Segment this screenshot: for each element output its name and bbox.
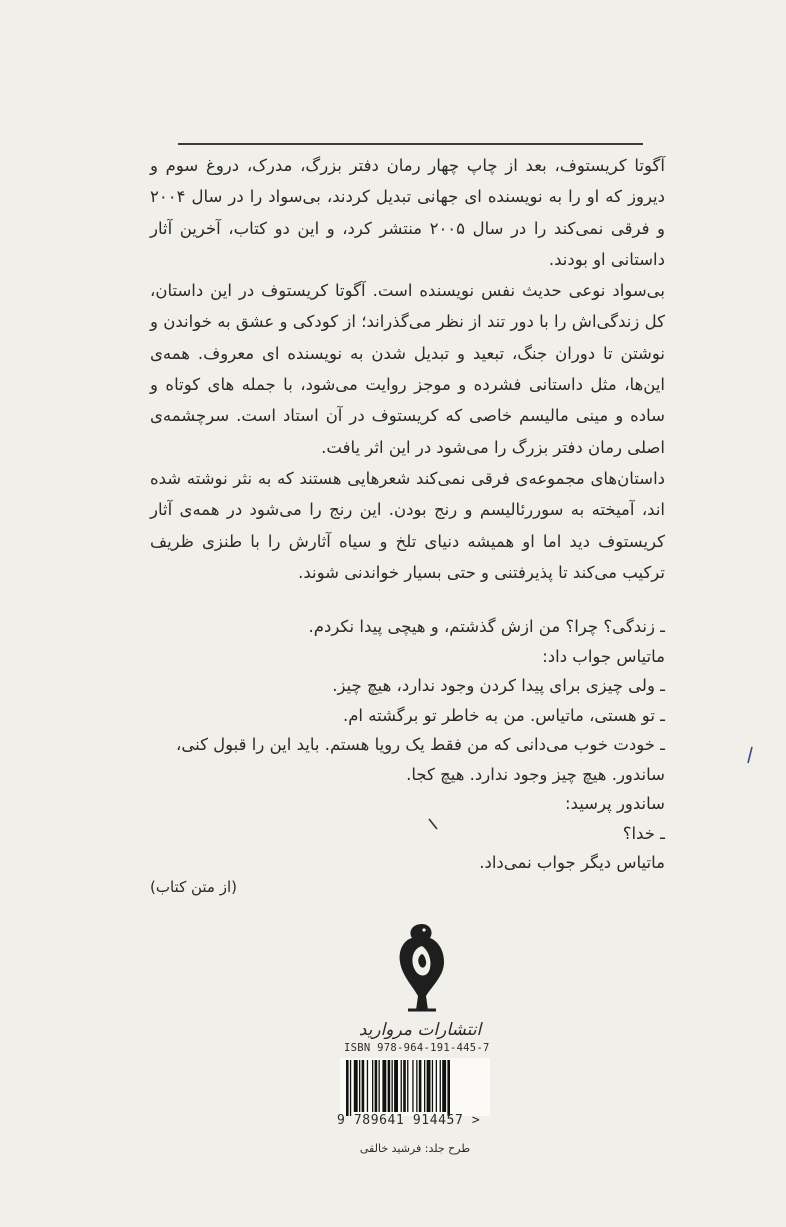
barcode-bar <box>379 1060 380 1112</box>
blurb-paragraph: آگوتا کریستوف، بعد از چاپ چهار رمان دفتر بزرگ، مدرک، دروغ سوم و دیروز که او را به نویسنده ای جهانی تبدیل کردند، بی‌سواد را در سال ۲۰۰۴ و فرقی نمی‌کند را در سال ۲۰۰۵ منتشر کرد، و این دو کتاب، آخرین آثار داستانی او بودند. <box>150 156 665 269</box>
barcode-bar <box>436 1060 437 1112</box>
publisher-name: انتشارات مروارید <box>358 1020 482 1040</box>
barcode-bar <box>375 1060 378 1112</box>
excerpt-line: ماتیاس دیگر جواب نمی‌داد. <box>479 853 665 872</box>
barcode-bar <box>407 1060 408 1112</box>
barcode-bar <box>362 1060 365 1112</box>
barcode-bar <box>388 1060 391 1112</box>
barcode-bar <box>427 1060 431 1112</box>
book-excerpt <box>150 612 665 878</box>
barcode-bar <box>432 1060 433 1112</box>
barcode-bar <box>392 1060 393 1112</box>
excerpt-line: ماتیاس جواب داد: <box>542 646 665 666</box>
ink-mark <box>745 745 755 767</box>
barcode-bar <box>346 1060 349 1116</box>
excerpt-line: ساندور پرسید: <box>564 794 665 813</box>
top-divider <box>178 143 643 145</box>
barcode-bar <box>367 1060 368 1112</box>
excerpt-line: ـ زندگی؟ چرا؟ من ازش گذشتم، و هیچی پیدا نکردم. <box>308 617 665 636</box>
barcode-bar <box>372 1060 373 1112</box>
barcode-bar <box>382 1060 386 1112</box>
excerpt-line: ساندور. هیچ چیز وجود ندارد. هیچ کجا. <box>406 764 665 784</box>
barcode-bar <box>447 1060 450 1116</box>
barcode-bar <box>416 1060 417 1112</box>
barcode-bar <box>442 1060 446 1112</box>
blurb-paragraph: بی‌سواد نوعی حدیث نفس نویسنده است. آگوتا کریستوف در این داستان، کل زندگی‌اش را با دور تند از نظر می‌گذراند؛ از کودکی و عشق به خواندن و نوشتن تا دوران جنگ، تبعید و تبدیل شدن به نویسنده ای معروف. همه‌ی این‌ها، مثل داستانی فشرده و موجز روایت می‌شود، با جمله های کوتاه و ساده و مینی مالیسم خاصی که کریستوف در آن استاد است. سرچشمه‌ی اصلی رمان دفتر بزرگ را می‌شود در این اثر یافت. <box>150 281 665 457</box>
excerpt-line: ـ خودت خوب می‌دانی که من فقط یک رویا هستم. باید این را قبول کنی، <box>176 735 665 754</box>
barcode <box>340 1058 490 1116</box>
excerpt-line: ـ ولی چیزی برای پیدا کردن وجود ندارد، هیچ چیز. <box>332 676 665 695</box>
barcode-bar <box>359 1060 360 1112</box>
blurb-text <box>150 150 665 588</box>
excerpt-line: ـ خدا؟ <box>622 823 665 843</box>
blurb-paragraph: داستان‌های مجموعه‌ی فرقی نمی‌کند شعرهایی هستند که به نثر نوشته شده اند، آمیخته به سوررئالیسم و رنج بودن. این رنج را می‌شود در همه‌ی آثار کریستوف دید اما او همیشه دنیای تلخ و سیاه آثارش را با طنزی ظریف ترکیب می‌کند تا پذیرفتنی و حتی بسیار خواندنی شوند. <box>150 468 665 582</box>
barcode-bar <box>419 1060 422 1112</box>
barcode-bar <box>424 1060 425 1112</box>
barcode-bar <box>412 1060 413 1112</box>
isbn-label: ISBN 978-964-191-445-7 <box>344 1042 490 1054</box>
bird-icon <box>382 918 462 1018</box>
barcode-bar <box>401 1060 402 1112</box>
excerpt-source: (از متن کتاب) <box>150 878 237 896</box>
barcode-bar <box>394 1060 398 1112</box>
ink-mark <box>428 818 440 832</box>
barcode-bar <box>403 1060 406 1112</box>
barcode-bar <box>440 1060 441 1112</box>
barcode-bar <box>354 1060 358 1112</box>
barcode-digits: 9 789641 914457 > <box>337 1113 481 1128</box>
cover-design-credit: طرح جلد: فرشید خالقی <box>359 1142 471 1155</box>
barcode-bar <box>350 1060 351 1116</box>
excerpt-line: ـ تو هستی، ماتیاس. من به خاطر تو برگشته ام. <box>342 705 665 725</box>
